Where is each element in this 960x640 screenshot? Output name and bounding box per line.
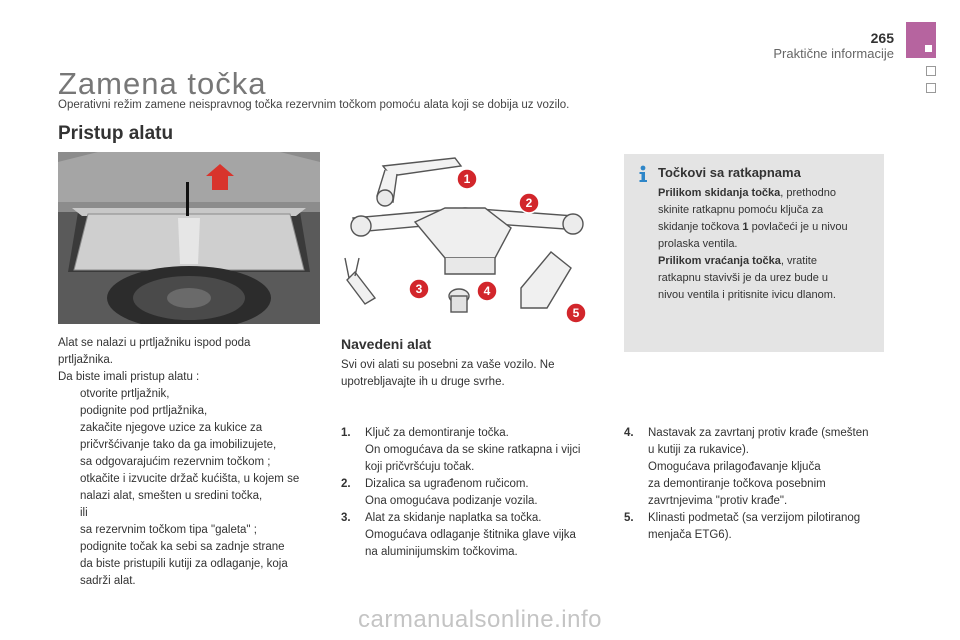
callout-4: 4 xyxy=(483,284,491,298)
page-number: 265 xyxy=(870,30,894,46)
section-name: Praktične informacije xyxy=(773,46,894,61)
callout-2: 2 xyxy=(525,196,533,210)
info-removal-bold: Prilikom skidanja točka xyxy=(658,187,781,199)
access-text: Alat se nalazi u prtljažniku ispod poda prtljažnika. Da biste imali pristup alatu : otvorite prtljažnik, podignite pod prtljažnika, zakačite njegove uzice za kukice za pričvršćivanje tako da ga imobilizujete, sa odgovarajućim rezervnim točkom ; otkačite i izvucite držač kućišta, u kojem se nalazi alat, smešten u sredini točka, ili sa rezervnim točkom tipa "galeta" ; podignite točak ka sebi sa zadnje strane da biste pristupili kutiji za odlaganje, koja sadrži alat. xyxy=(58,335,328,590)
list-item: sa odgovarajućim rezervnim točkom ; otkačite i izvucite držač kućišta, u kojem se nalazi alat, smešten u sredini točka, ili xyxy=(58,454,328,522)
info-box-body: Prilikom skidanja točka, prethodno skinite ratkapnu pomoću ključa za skidanje točkova 1 povlačeći je u nivou prolaska ventila. Prilikom vraćanja točka, vratite ratkapnu stavivši je da urez bude u nivou ventila i pritisnite ivicu dlanom. xyxy=(658,187,848,301)
watermark: carmanualsonline.info xyxy=(358,606,602,633)
info-icon xyxy=(636,165,650,183)
list-item: 2. Dizalica sa ugrađenom ručicom. Ona omogućava podizanje vozila. xyxy=(341,478,538,507)
tools-list-left xyxy=(341,425,611,561)
list-item: zakačite njegove uzice za kukice za pričvršćivanje tako da ga imobilizujete, xyxy=(58,420,328,454)
section-heading-tools: Navedeni alat xyxy=(341,336,432,352)
section-heading-access: Pristup alatu xyxy=(58,123,174,144)
list-item: podignite pod prtljažnika, xyxy=(58,403,328,420)
chapter-tab-active[interactable] xyxy=(906,22,936,58)
list-item: otvorite prtljažnik, xyxy=(58,386,328,403)
bullet-icon xyxy=(58,454,80,522)
list-item: 3. Alat za skidanje naplatka sa točka. Omogućava odlaganje štitnika glave vijka na aluminijumskim točkovima. xyxy=(341,512,576,558)
trunk-photo xyxy=(58,152,320,324)
callout-1: 1 xyxy=(463,172,471,186)
trunk-illustration xyxy=(58,152,320,324)
tools-list-right xyxy=(624,425,894,544)
page-title: Zamena točka xyxy=(58,66,267,101)
info-refit-bold: Prilikom vraćanja točka xyxy=(658,255,781,267)
list-item: sa rezervnim točkom tipa "galeta" ; podignite točak ka sebi sa zadnje strane da biste pristupili kutiji za odlaganje, koja sadrži alat. xyxy=(58,522,328,590)
chapter-tab[interactable] xyxy=(926,66,936,76)
tools-illustration xyxy=(335,148,597,330)
bullet-icon xyxy=(58,420,80,454)
info-box-title: Točkovi sa ratkapnama xyxy=(658,165,801,180)
bullet-icon xyxy=(58,522,80,590)
page-subtitle: Operativni režim zamene neispravnog točka rezervnim točkom pomoću alata koji se dobija uz vozilo. xyxy=(58,99,570,111)
list-item: 5. Klinasti podmetač (sa verzijom pilotiranog menjača ETG6). xyxy=(624,512,861,541)
square-icon xyxy=(925,45,932,52)
list-item: 1. Ključ za demontiranje točka. On omogućava da se skine ratkapna i vijci koji pričvršćuju točak. xyxy=(341,427,581,473)
callout-3: 3 xyxy=(415,282,423,296)
bullet-icon xyxy=(58,386,80,403)
chapter-tab[interactable] xyxy=(926,83,936,93)
bullet-icon xyxy=(58,403,80,420)
callout-5: 5 xyxy=(572,306,580,320)
tools-intro: Svi ovi alati su posebni za vaše vozilo. Ne upotrebljavajte ih u druge svrhe. xyxy=(341,359,555,388)
list-item: 4. Nastavak za zavrtanj protiv krađe (smešten u kutiji za rukavice). Omogućava prilagođavanje ključa za demontiranje točkova posebnim zavrtnjevima "protiv krađe". xyxy=(624,427,869,507)
info-box xyxy=(624,154,884,352)
